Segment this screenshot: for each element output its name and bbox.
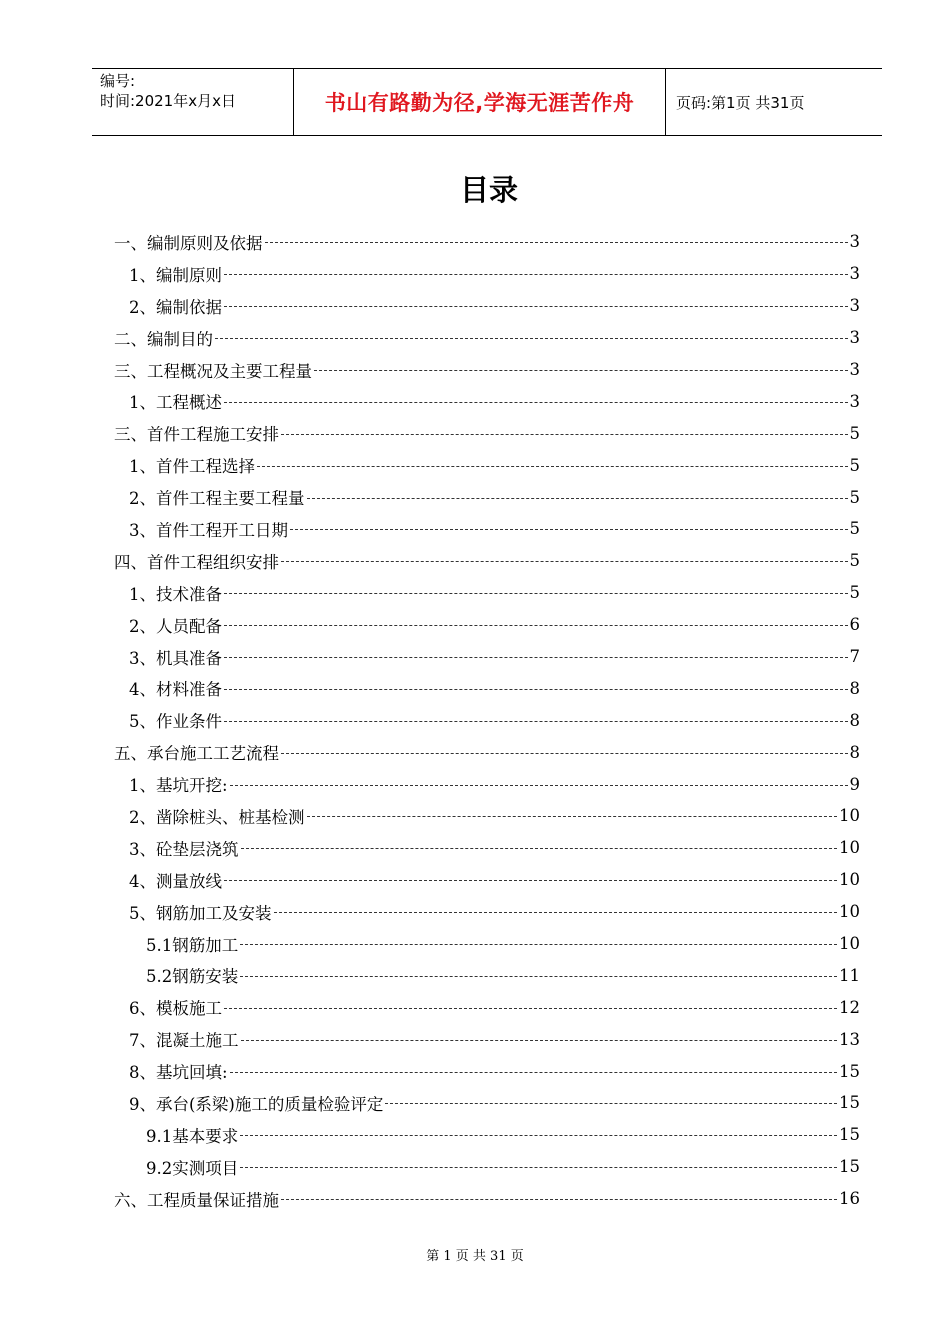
toc-leader [224,880,837,881]
toc-item[interactable] [114,1151,860,1183]
toc-item-page: 3 [849,232,860,252]
toc-item-page: 6 [849,615,860,635]
toc-item[interactable] [114,258,860,290]
toc-item-page: 5 [849,519,860,539]
toc-item-page: 8 [849,678,860,698]
toc-item-page: 3 [849,328,860,348]
toc-item-page: 15 [839,1093,860,1113]
toc-item[interactable] [114,928,860,960]
toc-item-label: 4、材料准备 [129,680,222,700]
toc-item[interactable] [114,1119,860,1151]
toc-item[interactable] [114,609,860,641]
toc-item-page: 5 [849,455,860,475]
toc-leader [215,338,848,339]
toc-item-page: 11 [839,965,860,985]
toc-item[interactable] [114,417,860,449]
toc-item[interactable] [114,959,860,991]
toc-leader [265,242,848,243]
toc-item[interactable] [114,1055,860,1087]
page-header [92,68,882,136]
toc-item[interactable] [114,385,860,417]
toc-leader [224,402,848,403]
toc-item-page: 10 [839,838,860,858]
toc-item[interactable] [114,768,860,800]
toc-item[interactable] [114,1023,860,1055]
toc-item-page: 8 [849,710,860,730]
toc-item-page: 5 [849,423,860,443]
toc-leader [241,848,838,849]
toc-leader [281,1199,837,1200]
page-title: 目录 [459,173,518,207]
toc-item[interactable] [114,290,860,322]
toc-item-label: 1、基坑开挖: [129,776,228,796]
toc-item-page: 12 [839,997,860,1017]
toc-item-label: 2、首件工程主要工程量 [129,489,305,509]
toc-leader [224,657,848,658]
toc-item-page: 5 [849,551,860,571]
toc-item-page: 15 [839,1157,860,1177]
toc-leader [307,816,838,817]
toc-leader [385,1103,837,1104]
toc-item-page: 10 [839,870,860,890]
toc-leader [224,689,848,690]
toc-item[interactable] [114,577,860,609]
toc-item[interactable] [114,704,860,736]
toc-item[interactable] [114,322,860,354]
toc-leader [257,466,848,467]
toc-leader [224,1008,837,1009]
toc-item[interactable] [114,545,860,577]
toc-item-label: 二、编制目的 [114,329,213,349]
toc-item-label: 三、工程概况及主要工程量 [114,361,312,381]
toc-item-label: 2、编制依据 [129,297,222,317]
table-of-contents [114,226,860,1215]
toc-item-page: 10 [839,806,860,826]
header-page-info: 页码:第1页 共31页 [676,93,805,112]
toc-leader [241,1040,838,1041]
page-footer: 第 1 页 共 31 页 [426,1249,524,1264]
toc-item-page: 3 [849,360,860,379]
toc-item-label: 5.2钢筋安装 [146,967,239,987]
toc-item-page: 15 [839,1061,860,1081]
toc-item-label: 三、首件工程施工安排 [114,425,279,445]
toc-item[interactable] [114,736,860,768]
toc-leader [224,306,848,307]
toc-item-label: 2、人员配备 [129,616,222,636]
toc-item-label: 1、编制原则 [129,265,222,285]
toc-item-label: 3、机具准备 [129,648,222,668]
toc-item[interactable] [114,832,860,864]
toc-item-label: 8、基坑回填: [129,1063,228,1083]
toc-item[interactable] [114,672,860,704]
toc-item-label: 4、测量放线 [129,871,222,891]
toc-item-label: 9.2实测项目 [146,1158,239,1178]
toc-item-label: 五、承台施工工艺流程 [114,744,279,764]
toc-item-page: 15 [839,1125,860,1145]
toc-item-page: 3 [849,391,860,411]
toc-item[interactable] [114,991,860,1023]
toc-leader [240,976,837,977]
toc-leader [240,1135,837,1136]
toc-item[interactable] [114,513,860,545]
toc-item-label: 六、工程质量保证措施 [114,1190,279,1210]
toc-item-page: 5 [849,487,860,507]
toc-item-page: 16 [839,1189,860,1209]
toc-item-page: 5 [849,583,860,603]
toc-item-page: 7 [849,647,860,667]
toc-item-label: 9、承台(系梁)施工的质量检验评定 [129,1094,384,1114]
toc-item-page: 3 [849,264,860,284]
toc-item[interactable] [114,226,860,258]
header-meta [92,69,293,135]
toc-leader [224,274,848,275]
toc-leader [240,944,837,945]
toc-item-page: 8 [849,742,860,762]
document-number-label: 编号: [100,72,136,90]
toc-item-label: 5.1钢筋加工 [146,935,239,955]
toc-leader [314,370,848,371]
toc-item-page: 10 [839,902,860,922]
toc-leader [281,753,848,754]
toc-item-label: 1、技术准备 [129,584,222,604]
toc-item[interactable] [114,354,860,386]
toc-leader [224,625,848,626]
toc-item-label: 四、首件工程组织安排 [114,552,279,572]
toc-item-label: 一、编制原则及依据 [114,233,263,253]
toc-leader [230,785,848,786]
toc-item[interactable] [114,481,860,513]
toc-item-label: 5、钢筋加工及安装 [129,903,272,923]
toc-item-label: 5、作业条件 [129,712,222,732]
toc-item-page: 13 [839,1029,860,1049]
toc-item-label: 7、混凝土施工 [129,1031,239,1051]
toc-item-page: 9 [849,774,860,794]
toc-item-label: 9.1基本要求 [146,1126,239,1146]
toc-leader [224,721,848,722]
toc-item[interactable] [114,800,860,832]
toc-item-page: 10 [839,934,860,954]
toc-item-label: 2、凿除桩头、桩基检测 [129,807,305,827]
toc-item[interactable] [114,1183,860,1215]
toc-item-label: 1、工程概述 [129,393,222,413]
toc-item-page: 3 [849,296,860,316]
toc-item[interactable] [114,896,860,928]
toc-item-label: 6、模板施工 [129,999,222,1019]
toc-item[interactable] [114,1087,860,1119]
header-motto: 书山有路勤为径,学海无涯苦作舟 [293,69,666,135]
toc-leader [224,593,848,594]
toc-item-label: 3、首件工程开工日期 [129,520,288,540]
toc-leader [290,529,848,530]
toc-item[interactable] [114,641,860,673]
toc-item-label: 1、首件工程选择 [129,457,255,477]
toc-leader [281,561,848,562]
toc-leader [240,1167,837,1168]
toc-leader [281,434,848,435]
toc-item-label: 3、砼垫层浇筑 [129,839,239,859]
toc-leader [230,1072,837,1073]
document-time-label: 时间:2021年x月x日 [100,92,236,110]
toc-item[interactable] [114,864,860,896]
toc-leader [307,498,848,499]
toc-leader [274,912,838,913]
toc-item[interactable] [114,449,860,481]
